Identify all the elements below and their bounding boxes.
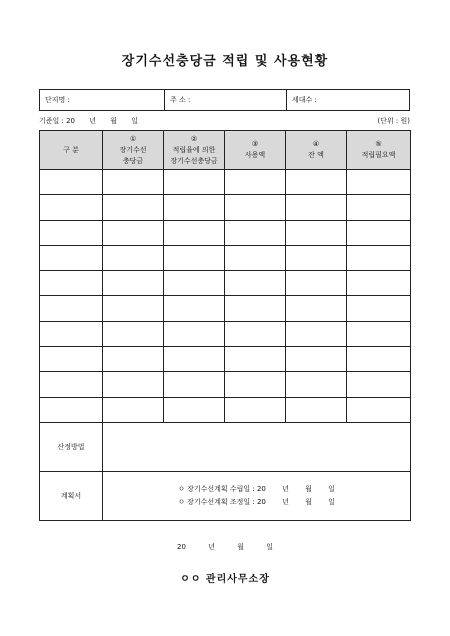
table-cell[interactable] — [103, 397, 164, 422]
table-cell[interactable] — [40, 271, 103, 296]
table-cell[interactable] — [286, 170, 347, 195]
table-cell[interactable] — [347, 170, 411, 195]
table-cell[interactable] — [103, 347, 164, 372]
table-cell[interactable] — [164, 271, 225, 296]
plan-cell[interactable] — [103, 471, 411, 520]
table-cell[interactable] — [40, 321, 103, 346]
table-cell[interactable] — [286, 245, 347, 270]
table-cell[interactable] — [347, 296, 411, 321]
table-cell[interactable] — [40, 372, 103, 397]
table-cell[interactable] — [286, 347, 347, 372]
table-row — [40, 220, 411, 245]
table-cell[interactable] — [225, 195, 286, 220]
table-cell[interactable] — [347, 195, 411, 220]
header-usage-amount: ③ 사용액 — [225, 131, 286, 170]
meta-row — [39, 116, 410, 126]
table-cell[interactable] — [286, 321, 347, 346]
base-date-month: 월 — [110, 117, 118, 125]
table-row — [40, 271, 411, 296]
calculation-method-row — [40, 422, 411, 471]
document-title: 장기수선충당금 적립 및 사용현황 — [121, 54, 329, 69]
table-cell[interactable] — [225, 220, 286, 245]
table-row — [40, 347, 411, 372]
header-rate-based-reserve: ② 적립율에 의한 장기수선충당금 — [164, 131, 225, 170]
table-cell[interactable] — [103, 372, 164, 397]
table-cell[interactable] — [286, 195, 347, 220]
table-cell[interactable] — [286, 220, 347, 245]
table-cell[interactable] — [103, 220, 164, 245]
table-cell[interactable] — [103, 170, 164, 195]
table-cell[interactable] — [347, 321, 411, 346]
table-cell[interactable] — [40, 347, 103, 372]
table-cell[interactable] — [40, 170, 103, 195]
calculation-method-cell[interactable] — [103, 422, 411, 471]
header-reserve-fund: ① 장기수선 충당금 — [103, 131, 164, 170]
table-cell[interactable] — [40, 245, 103, 270]
table-cell[interactable] — [103, 245, 164, 270]
base-date-label: 기준일 : 20 — [39, 117, 76, 125]
table-cell[interactable] — [225, 397, 286, 422]
table-cell[interactable] — [40, 195, 103, 220]
table-row — [40, 372, 411, 397]
table-cell[interactable] — [225, 321, 286, 346]
table-cell[interactable] — [103, 321, 164, 346]
header-category: 구 분 — [40, 131, 103, 170]
table-cell[interactable] — [347, 220, 411, 245]
table-cell[interactable] — [164, 170, 225, 195]
table-row — [40, 195, 411, 220]
table-cell[interactable] — [40, 296, 103, 321]
table-cell[interactable] — [286, 397, 347, 422]
table-cell[interactable] — [347, 372, 411, 397]
table-cell[interactable] — [225, 372, 286, 397]
table-cell[interactable] — [347, 347, 411, 372]
plan-row — [40, 471, 411, 520]
table-cell[interactable] — [40, 397, 103, 422]
table-row — [40, 170, 411, 195]
table-cell[interactable] — [347, 271, 411, 296]
table-cell[interactable] — [225, 271, 286, 296]
reserve-table — [39, 130, 411, 521]
unit-label: (단위 : 원) — [377, 117, 410, 125]
table-header-row — [40, 131, 411, 170]
plan-adjusted-line: ㅇ 장기수선계획 조정일 : 20 년 월 일 — [178, 497, 335, 506]
table-row — [40, 245, 411, 270]
table-cell[interactable] — [225, 296, 286, 321]
table-cell[interactable] — [164, 397, 225, 422]
table-cell[interactable] — [225, 170, 286, 195]
header-balance: ④ 잔 액 — [286, 131, 347, 170]
complex-info-row — [39, 89, 410, 111]
household-count-field[interactable]: 세대수 : — [286, 90, 409, 110]
table-cell[interactable] — [286, 296, 347, 321]
header-required-reserve: ⑤ 적립필요액 — [347, 131, 411, 170]
table-cell[interactable] — [103, 271, 164, 296]
base-date-day: 일 — [131, 117, 139, 125]
base-date-year: 년 — [89, 117, 97, 125]
table-row — [40, 321, 411, 346]
table-cell[interactable] — [164, 347, 225, 372]
table-cell[interactable] — [225, 347, 286, 372]
table-cell[interactable] — [225, 245, 286, 270]
table-cell[interactable] — [286, 372, 347, 397]
table-cell[interactable] — [164, 220, 225, 245]
table-cell[interactable] — [103, 195, 164, 220]
base-date — [39, 116, 150, 126]
plan-established-line: ㅇ 장기수선계획 수립일 : 20 년 월 일 — [178, 484, 335, 493]
table-cell[interactable] — [40, 220, 103, 245]
complex-name-field[interactable]: 단지명 : — [45, 96, 70, 104]
table-cell[interactable] — [347, 397, 411, 422]
table-cell[interactable] — [347, 245, 411, 270]
table-cell[interactable] — [103, 296, 164, 321]
table-cell[interactable] — [164, 296, 225, 321]
table-cell[interactable] — [164, 245, 225, 270]
table-cell[interactable] — [164, 372, 225, 397]
address-field[interactable]: 주 소 : — [164, 90, 286, 110]
table-cell[interactable] — [286, 271, 347, 296]
office-signature: ㅇㅇ 관리사무소장 — [180, 574, 270, 585]
table-row — [40, 397, 411, 422]
issue-date: 20 년 월 일 — [177, 543, 273, 551]
table-cell[interactable] — [164, 195, 225, 220]
table-cell[interactable] — [164, 321, 225, 346]
calculation-method-label: 산정방법 — [40, 422, 103, 471]
plan-label: 계획서 — [40, 471, 103, 520]
table-row — [40, 296, 411, 321]
